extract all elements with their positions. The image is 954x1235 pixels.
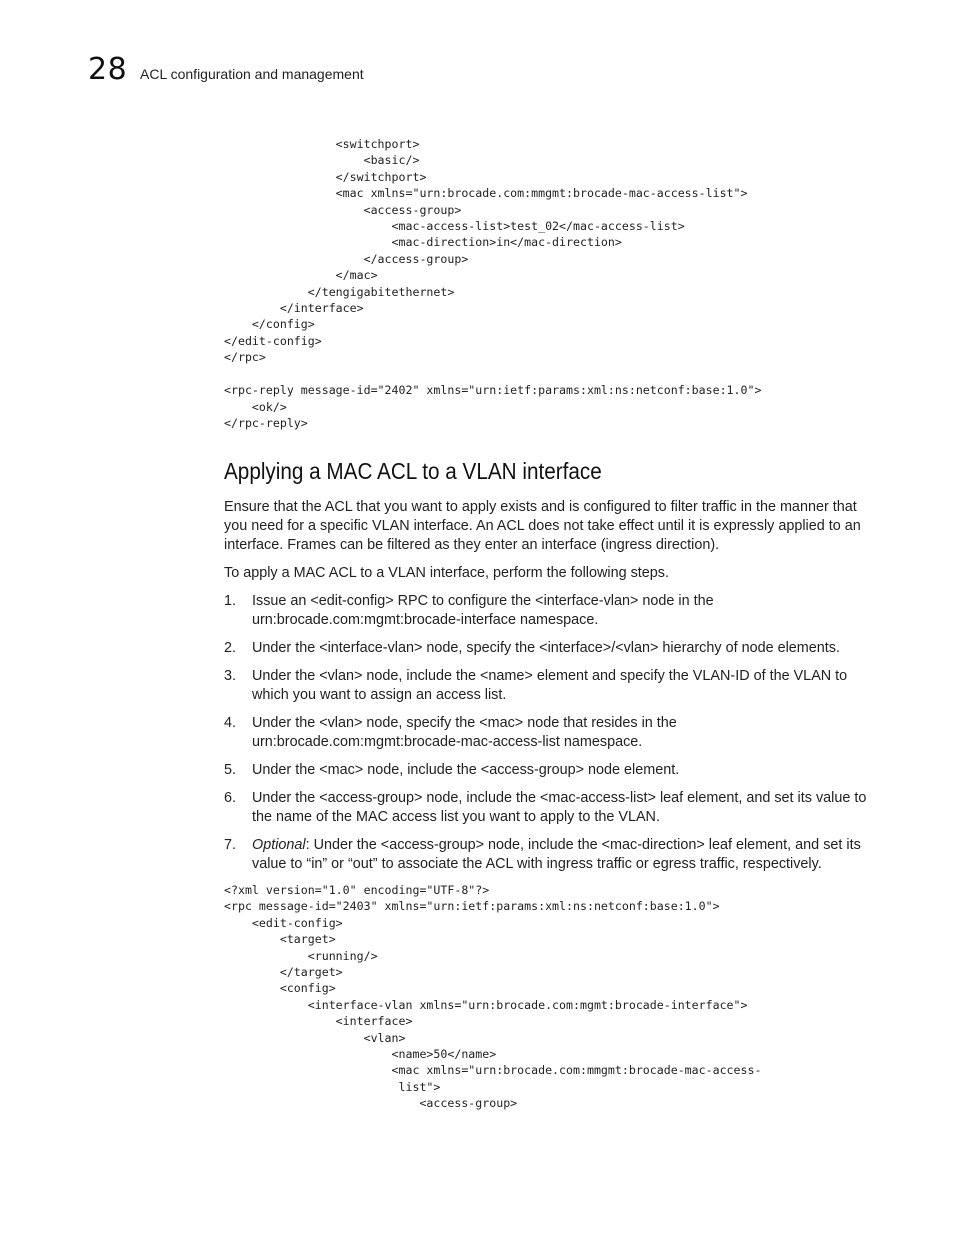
- step-text: Under the <access-group> node, include the <mac-access-list> leaf element, and set its value to the name of the MAC access list you want to apply to the VLAN.: [252, 790, 867, 825]
- step-number: 4.: [224, 715, 237, 731]
- code-block-rpc-request: <?xml version="1.0" encoding="UTF-8"?> <rpc message-id="2403" xmlns="urn:ietf:params:xml:ns:netconf:base:1.0"> <edit-config> <target> <running/> </target> <config> <interface-vlan xmlns="urn:brocade.com:mgmt:brocade-interface"> <interface> <vlan> <name>50</name> <mac xmlns="urn:brocade.com:mmgmt:brocade-mac-access- list"> <access-group>: [224, 883, 762, 1111]
- chapter-number: 28: [88, 52, 128, 87]
- step-number: 2.: [224, 640, 237, 656]
- step-text: : Under the <access-group> node, include the <mac-direction> leaf element, and set its value to “in” or “out” to associate the ACL with ingress traffic or egress traffic, respectively.: [252, 837, 861, 872]
- step-text: Issue an <edit-config> RPC to configure the <interface-vlan> node in the urn:brocade.com:mgmt:brocade-interface namespace.: [252, 593, 714, 628]
- list-item: [224, 714, 872, 752]
- list-item: [224, 667, 872, 705]
- step-number: 7.: [224, 837, 237, 853]
- list-item: [224, 836, 872, 874]
- step-number: 6.: [224, 790, 237, 806]
- step-optional-label: Optional: [252, 837, 306, 853]
- step-number: 5.: [224, 762, 237, 778]
- section-heading: Applying a MAC ACL to a VLAN interface: [224, 458, 602, 484]
- chapter-title: ACL configuration and management: [140, 66, 364, 82]
- list-item: [224, 761, 872, 780]
- step-text: Under the <mac> node, include the <access-group> node element.: [252, 762, 680, 778]
- lead-paragraph: To apply a MAC ACL to a VLAN interface, perform the following steps.: [224, 565, 669, 581]
- intro-paragraph: Ensure that the ACL that you want to apply exists and is configured to filter traffic in the manner that you need for a specific VLAN interface. An ACL does not take effect until it is expressly applied to an interface. Frames can be filtered as they enter an interface (ingress direction).: [224, 499, 861, 553]
- step-number: 3.: [224, 668, 237, 684]
- list-item: [224, 592, 872, 630]
- step-text: Under the <vlan> node, specify the <mac> node that resides in the urn:brocade.com:mgmt:brocade-mac-access-list namespace.: [252, 715, 677, 750]
- step-number: 1.: [224, 593, 237, 609]
- steps-list: [224, 592, 872, 883]
- step-text: Under the <interface-vlan> node, specify the <interface>/<vlan> hierarchy of node elements.: [252, 640, 840, 656]
- code-block-rpc-reply: <switchport> <basic/> </switchport> <mac xmlns="urn:brocade.com:mmgmt:brocade-mac-access-list"> <access-group> <mac-access-list>test_02</mac-access-list> <mac-direction>in</mac-direction> </access-group> </mac> </tengigabitethernet> </interface> </config> </edit-config> </rpc> <rpc-reply message-id="2402" xmlns="urn:ietf:params:xml:ns:netconf:base:1.0"> <ok/> </rpc-reply>: [224, 137, 762, 430]
- list-item: [224, 789, 872, 827]
- list-item: [224, 639, 872, 658]
- step-text: Under the <vlan> node, include the <name> element and specify the VLAN-ID of the VLAN to which you want to assign an access list.: [252, 668, 848, 703]
